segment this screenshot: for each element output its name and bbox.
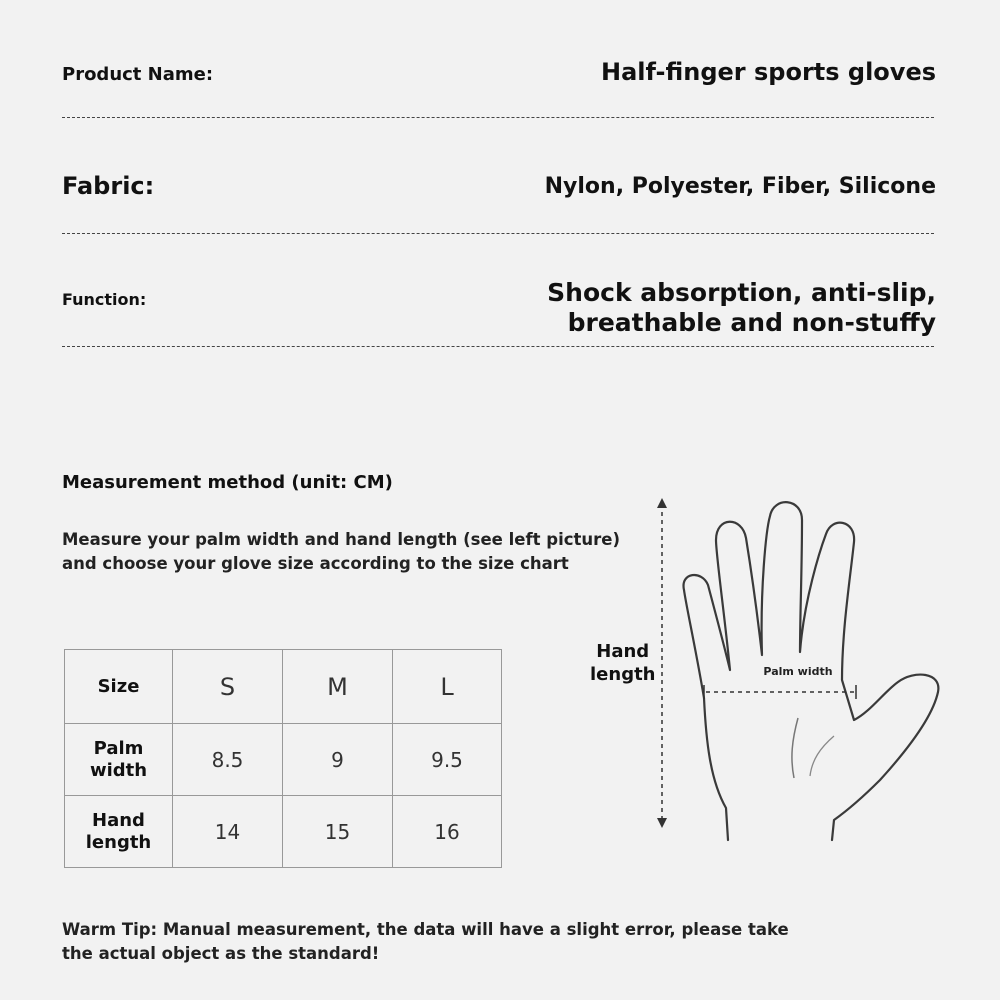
- warm-tip: Warm Tip: Manual measurement, the data will have a slight error, please take the actual object as the standard!: [62, 920, 789, 963]
- row-label-line: length: [85, 831, 152, 853]
- palm-width-label: Palm width: [763, 665, 833, 678]
- hand-diagram: [580, 490, 980, 860]
- divider: [62, 346, 934, 347]
- fabric-value: Nylon, Polyester, Fiber, Silicone: [544, 174, 936, 199]
- function-value-line2: breathable and non-stuffy: [567, 308, 936, 337]
- table-cell: 14: [173, 796, 283, 868]
- palm-crease: [792, 718, 798, 778]
- hand-length-label-line: length: [590, 664, 656, 685]
- product-name-row: [62, 58, 936, 92]
- table-cell: 9: [283, 724, 393, 796]
- function-row: [62, 278, 936, 342]
- divider: [62, 117, 934, 118]
- fabric-label: Fabric:: [62, 172, 155, 200]
- table-header-cell: L: [393, 650, 502, 724]
- measurement-heading: Measurement method (unit: CM): [62, 472, 393, 493]
- table-row: [65, 796, 502, 868]
- measurement-description: Measure your palm width and hand length (see left picture) and choose your glove size according to the size chart: [62, 530, 621, 573]
- divider: [62, 233, 934, 234]
- table-header-cell: M: [283, 650, 393, 724]
- fabric-row: [62, 172, 936, 206]
- palm-crease: [810, 736, 834, 776]
- palm-width-arrow: [704, 685, 856, 699]
- table-cell: 16: [393, 796, 502, 868]
- row-label-line: Palm: [93, 737, 144, 759]
- table-header-row: [65, 650, 502, 724]
- row-label-line: Hand: [92, 809, 145, 831]
- table-header-cell: Size: [65, 650, 173, 724]
- table-cell: 15: [283, 796, 393, 868]
- function-value-line1: Shock absorption, anti-slip,: [547, 278, 936, 307]
- table-row: [65, 724, 502, 796]
- product-name-label: Product Name:: [62, 64, 214, 85]
- hand-length-arrow: [657, 498, 667, 828]
- table-cell: 8.5: [173, 724, 283, 796]
- row-label-cell: [65, 796, 173, 868]
- size-chart-table: [64, 649, 502, 868]
- function-label: Function:: [62, 290, 147, 309]
- table-cell: 9.5: [393, 724, 502, 796]
- table-header-cell: S: [173, 650, 283, 724]
- row-label-cell: [65, 724, 173, 796]
- function-value: [547, 278, 936, 338]
- row-label-line: width: [89, 759, 148, 781]
- hand-length-label-line: Hand: [596, 641, 650, 662]
- product-name-value: Half-finger sports gloves: [600, 58, 936, 86]
